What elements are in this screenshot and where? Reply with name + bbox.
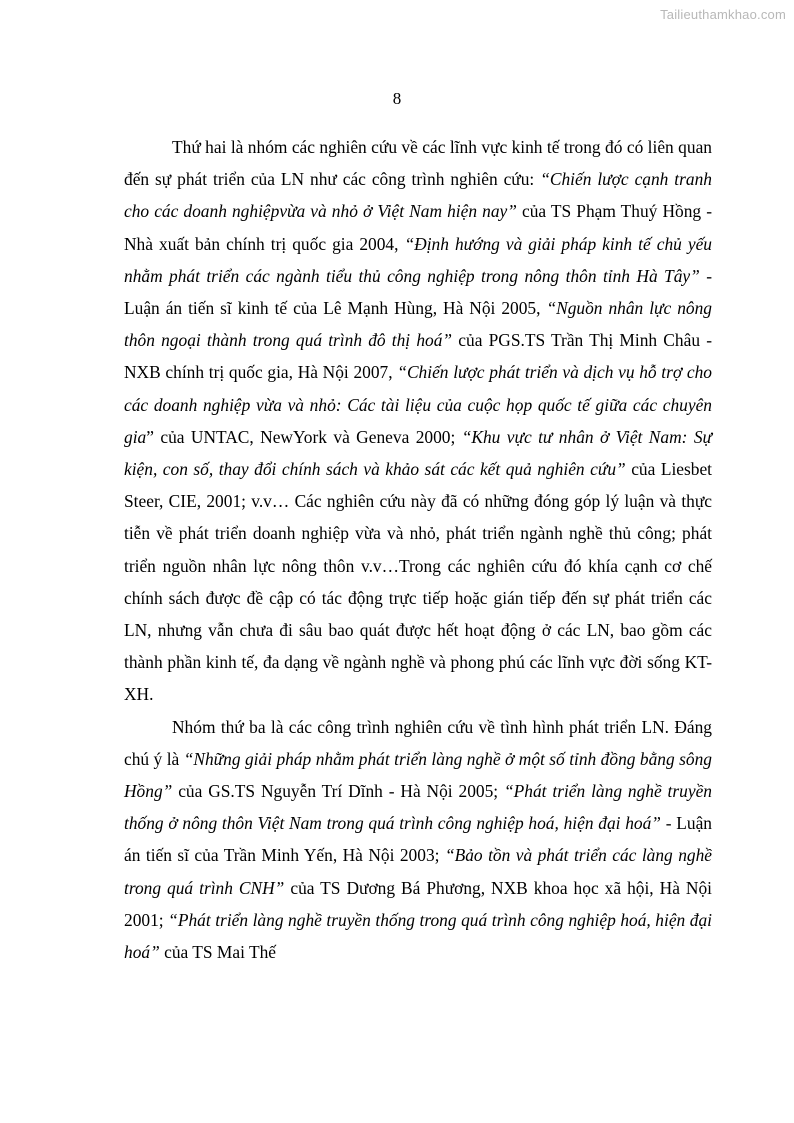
text-run: của Liesbet Steer, CIE, 2001; v.v… Các nghiên cứu này đã có những đóng góp lý luận và thực tiễn về phát triển doanh nghiệp vừa và nhỏ, phát triển ngành nghề thủ công; phát triển nguồn nhân lực nông thôn v.v…Trong các nghiên cứu đó khía cạnh cơ chế chính sách được đề cập có tác động trực tiếp hoặc gián tiếp đến sự phát triển các LN, nhưng vẫn chưa đi sâu bao quát được hết hoạt động ở các LN, bao gồm các thành phần kinh tế, đa dạng về ngành nghề và phong phú các lĩnh vực đời sống KT-XH. — [124, 459, 713, 705]
paragraph-2 — [124, 711, 712, 969]
document-body — [124, 131, 712, 968]
page-number: 8 — [392, 89, 402, 108]
text-run: của TS Mai Thế — [159, 942, 277, 963]
text-run: của GS.TS Nguyễn Trí Dĩnh - Hà Nội 2005; — [172, 781, 504, 802]
citation-title: “Khu vực tư nhân ở Việt Nam: Sự kiện, con số, thay đổi chính sách và khảo sát các kết quả nghiên cứu” — [124, 426, 712, 480]
citation-title: “Những giải pháp nhằm phát triển làng nghề ở một số tỉnh đồng bằng sông Hồng” — [124, 748, 712, 802]
text-run: của PGS.TS Trần Thị Minh Châu - NXB chính trị quốc gia, Hà Nội 2007, — [124, 330, 712, 383]
citation-title: “Bảo tồn và phát triển các làng nghề trong quá trình CNH” — [124, 845, 712, 898]
watermark-text: Tailieuthamkhao.com — [660, 7, 786, 22]
text-run: - Luận án tiến sĩ của Trần Minh Yến, Hà Nội 2003; — [124, 813, 712, 866]
citation-title: “Phát triển làng nghề truyền thống ở nông thôn Việt Nam trong quá trình công nghiệp hoá, hiện đại hoá” — [124, 781, 712, 834]
citation-title: “Định hướng và giải pháp kinh tế chủ yếu nhằm phát triển các ngành tiểu thủ công nghiệp trong nông thôn tỉnh Hà Tây” — [124, 233, 712, 286]
citation-title: “Chiến lược phát triển và dịch vụ hỗ trợ cho các doanh nghiệp vừa và nhỏ: Các tài liệu của cuộc họp quốc tế giữa các chuyên gia — [124, 362, 712, 447]
text-run: - Luận án tiến sĩ kinh tế của Lê Mạnh Hùng, Hà Nội 2005, — [124, 265, 712, 319]
text-run: của TS Phạm Thuý Hồng - Nhà xuất bản chính trị quốc gia 2004, — [124, 201, 712, 254]
citation-title: “Chiến lược cạnh tranh cho các doanh nghiệpvừa và nhỏ ở Việt Nam hiện nay” — [124, 169, 712, 222]
paragraph-1 — [124, 131, 712, 711]
text-run: của TS Dương Bá Phương, NXB khoa học xã hội, Hà Nội 2001; — [124, 877, 712, 930]
citation-title: “Nguồn nhân lực nông thôn ngoại thành trong quá trình đô thị hoá” — [124, 298, 712, 351]
text-run: ” của UNTAC, NewYork và Geneva 2000; — [146, 426, 462, 447]
text-run: Thứ hai là nhóm các nghiên cứu về các lĩnh vực kinh tế trong đó có liên quan đến sự phát triển của LN như các công trình nghiên cứu: — [124, 137, 712, 190]
citation-title: “Phát triển làng nghề truyền thống trong quá trình công nghiệp hoá, hiện đại hoá” — [124, 909, 712, 963]
text-run: Nhóm thứ ba là các công trình nghiên cứu về tình hình phát triển LN. Đáng chú ý là — [124, 716, 712, 769]
